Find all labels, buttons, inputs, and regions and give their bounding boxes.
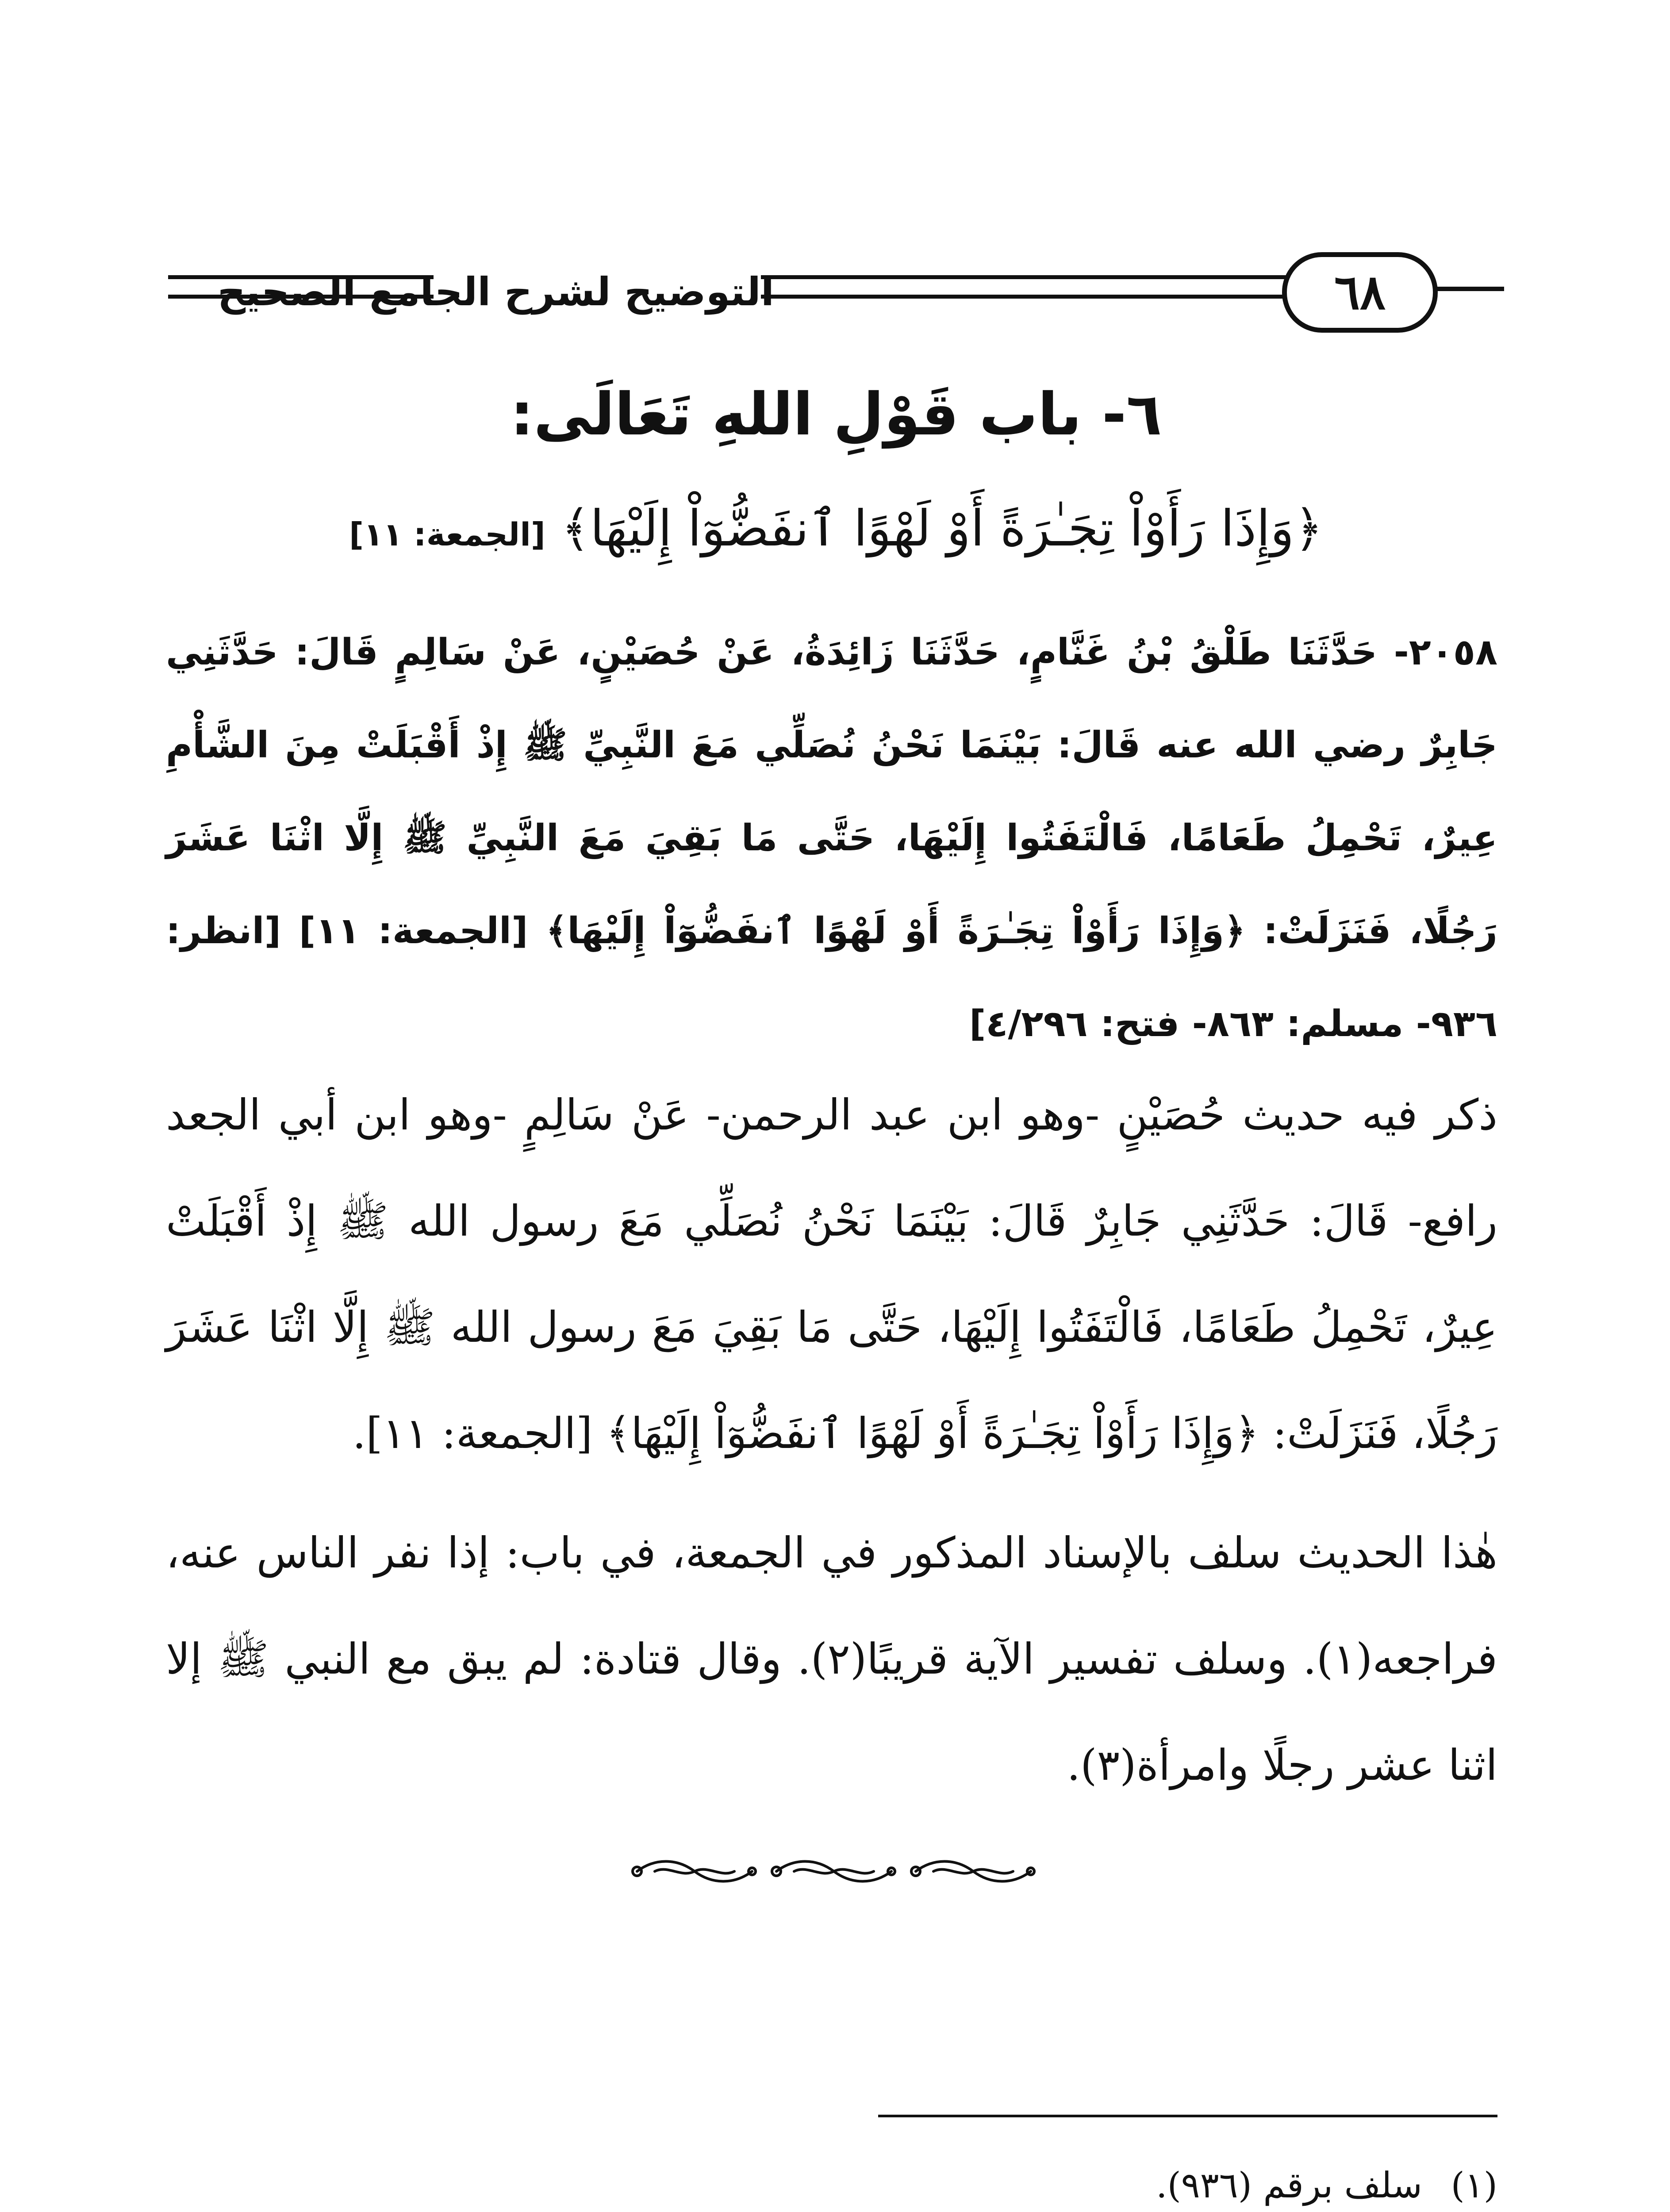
hadith-text: ٢٠٥٨- حَدَّثَنَا طَلْقُ بْنُ غَنَّامٍ، حَدَّثَنَا زَائِدَةُ، عَنْ حُصَيْنٍ، عَنْ سَالِمٍ قَالَ: حَدَّثَنِي جَابِرٌ رضي الله عنه قَالَ: بَيْنَمَا نَحْنُ نُصَلِّي مَعَ النَّبِيِّ ﷺ إِذْ أَقْبَلَتْ مِنَ الشَّأْمِ عِيرٌ، تَحْمِلُ طَعَامًا، فَالْتَفَتُوا إِلَيْهَا، حَتَّى مَا بَقِيَ مَعَ النَّبِيِّ ﷺ إِلَّا اثْنَا عَشَرَ رَجُلًا، فَنَزَلَتْ: ﴿وَإِذَا رَأَوْاْ تِجَـٰرَةً أَوْ لَهْوًا ٱنفَضُّوٓاْ إِلَيْهَا﴾ [الجمعة: ١١] [انظر: ٩٣٦- مسلم: ٨٦٣- فتح: ٤/٢٩٦] [166,631,1497,1045]
chapter-verse-ref: [الجمعة: ١١] [349,516,545,553]
chapter-heading: ٦- باب قَوْلِ اللهِ تَعَالَى: [510,380,1162,449]
ornament-flourish-right [911,1862,1034,1882]
running-title: التوضيح لشرح الجامع الصحيح [217,269,774,315]
page-header [168,248,1504,332]
ornament-flourish-middle [772,1862,895,1882]
footnotes [166,2141,1497,2212]
chapter-verse: ﴿وَإِذَا رَأَوْاْ تِجَـٰرَةً أَوْ لَهْوًا ٱنفَضُّوٓاْ إِلَيْهَا﴾ [561,500,1323,557]
footnote-text: سلف برقم (٩٣٦). [1156,2165,1422,2206]
footnote-number: (١) [1451,2165,1497,2206]
footnote-1 [166,2141,1497,2212]
ornament-flourish-left [633,1862,756,1882]
page-number-tip [1433,287,1504,291]
header-rule-middle-top [761,275,1287,279]
chapter-verse-line [168,500,1504,557]
commentary-paragraph: ذكر فيه حديث حُصَيْنٍ -وهو ابن عبد الرحمن- عَنْ سَالِمٍ -وهو ابن أبي الجعد رافع- قَالَ: حَدَّثَنِي جَابِرٌ قَالَ: بَيْنَمَا نَحْنُ نُصَلِّي مَعَ رسول الله ﷺ إِذْ أَقْبَلَتْ عِيرٌ، تَحْمِلُ طَعَامًا، فَالْتَفَتُوا إِلَيْهَا، حَتَّى مَا بَقِيَ مَعَ رسول الله ﷺ إِلَّا اثْنَا عَشَرَ رَجُلًا، فَنَزَلَتْ: ﴿وَإِذَا رَأَوْاْ تِجَـٰرَةً أَوْ لَهْوًا ٱنفَضُّوٓاْ إِلَيْهَا﴾ [الجمعة: ١١]. [166,1090,1497,1458]
commentary [166,1062,1497,1818]
header-rule-middle-bottom [761,295,1287,299]
commentary-paragraph: هٰذا الحديث سلف بالإسناد المذكور في الجمعة، في باب: إذا نفر الناس عنه، فراجعه(١). وسلف تفسير الآية قريبًا(٢). وقال قتادة: لم يبق مع النبي ﷺ إلا اثنا عشر رجلًا وامرأة(٣). [166,1528,1498,1790]
footnote-separator [878,2115,1497,2117]
page-number: ٦٨ [1282,252,1438,333]
section-ornament [628,1854,1048,1889]
